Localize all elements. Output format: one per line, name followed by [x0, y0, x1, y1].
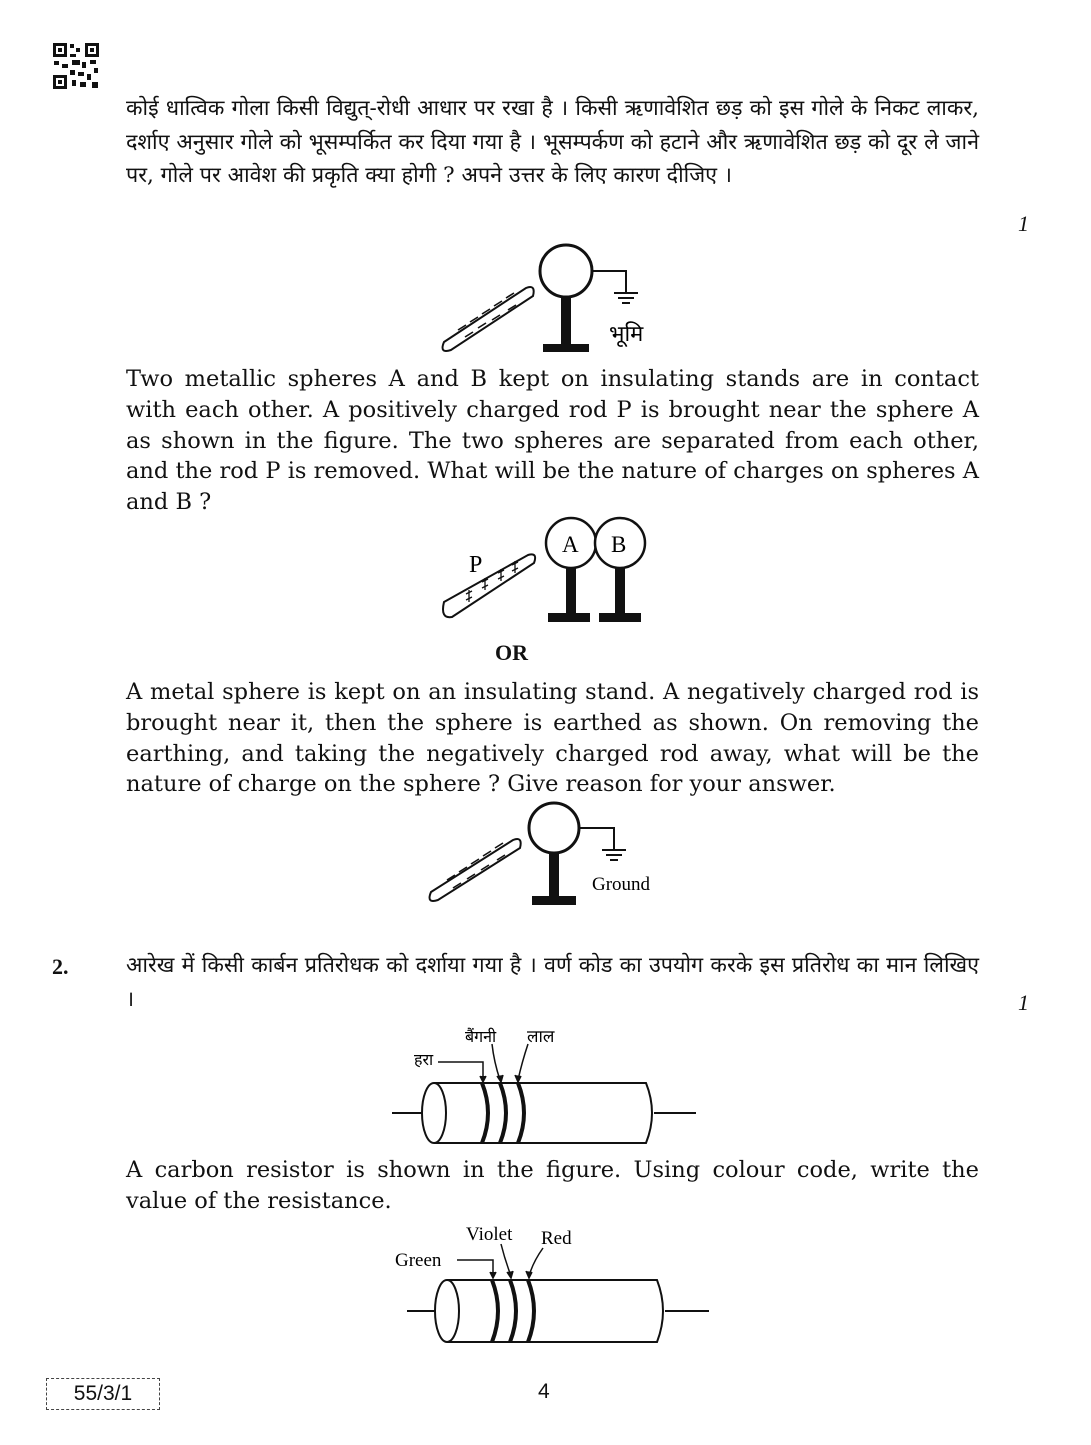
q2-hindi-text: आरेख में किसी कार्बन प्रतिरोधक को दर्शाया गया है । वर्ण कोड का उपयोग करके इस प्रतिरोध का मान लिखिए ।	[126, 953, 979, 1012]
metal-sphere	[540, 245, 592, 297]
label-red-hindi: लाल	[527, 1027, 555, 1046]
resistor-figure-english	[393, 1220, 715, 1348]
q2-marks: 1	[1018, 990, 1029, 1015]
ground-label-hindi: भूमि	[609, 321, 644, 346]
stand-base	[543, 344, 589, 352]
label-green-hindi: हरा	[414, 1052, 434, 1069]
q2-english-text: A carbon resistor is shown in the figure. Using colour code, write the value of the resistance.	[126, 1157, 979, 1214]
stand-a-base	[548, 613, 590, 622]
earth-wire	[592, 271, 638, 303]
label-green-english: Green	[395, 1250, 442, 1271]
insulating-stand	[561, 297, 571, 345]
paper-code: 55/3/1	[46, 1378, 160, 1410]
sphere-b-label: B	[611, 532, 627, 557]
positively-charged-rod	[443, 554, 535, 617]
q1-english-or-text: A metal sphere is kept on an insulating stand. A negatively charged rod is brought near it, then the sphere is earthed as shown. On removing the earthing, and taking the negatively charged rod away, what will be the nature of charge on the sphere ? Give reason for your answer.	[126, 679, 979, 798]
page-number: 4	[538, 1380, 550, 1403]
earthed-sphere-figure-hindi	[430, 240, 670, 360]
q1-english-text: Two metallic spheres A and B kept on insulating stands are in contact with each other. A positively charged rod P is brought near the sphere A as shown in the figure. The two spheres are separated from each other, and the rod P is removed. What will be the nature of charges on spheres A and B ?	[126, 366, 979, 516]
stand-a	[566, 568, 576, 616]
negatively-charged-rod	[443, 287, 534, 351]
label-violet-hindi: बैंगनी	[465, 1029, 497, 1046]
stand-b	[615, 568, 625, 616]
q2-number: 2.	[52, 954, 69, 979]
spheres-ab-figure	[440, 515, 660, 627]
rod-p-label: P	[469, 552, 483, 578]
label-red-english: Red	[541, 1228, 572, 1249]
earthed-sphere-figure-english	[425, 800, 670, 910]
sphere-a-label: A	[562, 532, 579, 557]
or-separator: OR	[495, 640, 528, 665]
stand-b-base	[599, 613, 641, 622]
label-violet-english: Violet	[466, 1224, 513, 1245]
q1-marks: 1	[1018, 211, 1029, 236]
resistor-figure-hindi	[390, 1022, 700, 1150]
q1-hindi-text: कोई धात्विक गोला किसी विद्युत्-रोधी आधार पर रखा है । किसी ऋणावेशित छड़ को इस गोले के निकट लाकर, दर्शाए अनुसार गोले को भूसम्पर्कित कर दिया गया है । भूसम्पर्कण को हटाने और ऋणावेशित छड़ को दूर ले जाने पर, गोले पर आवेश की प्रकृति क्या होगी ? अपने उत्तर के लिए कारण दीजिए ।	[126, 96, 979, 188]
ground-label-english: Ground	[592, 874, 651, 895]
qr-code-icon	[52, 42, 100, 90]
